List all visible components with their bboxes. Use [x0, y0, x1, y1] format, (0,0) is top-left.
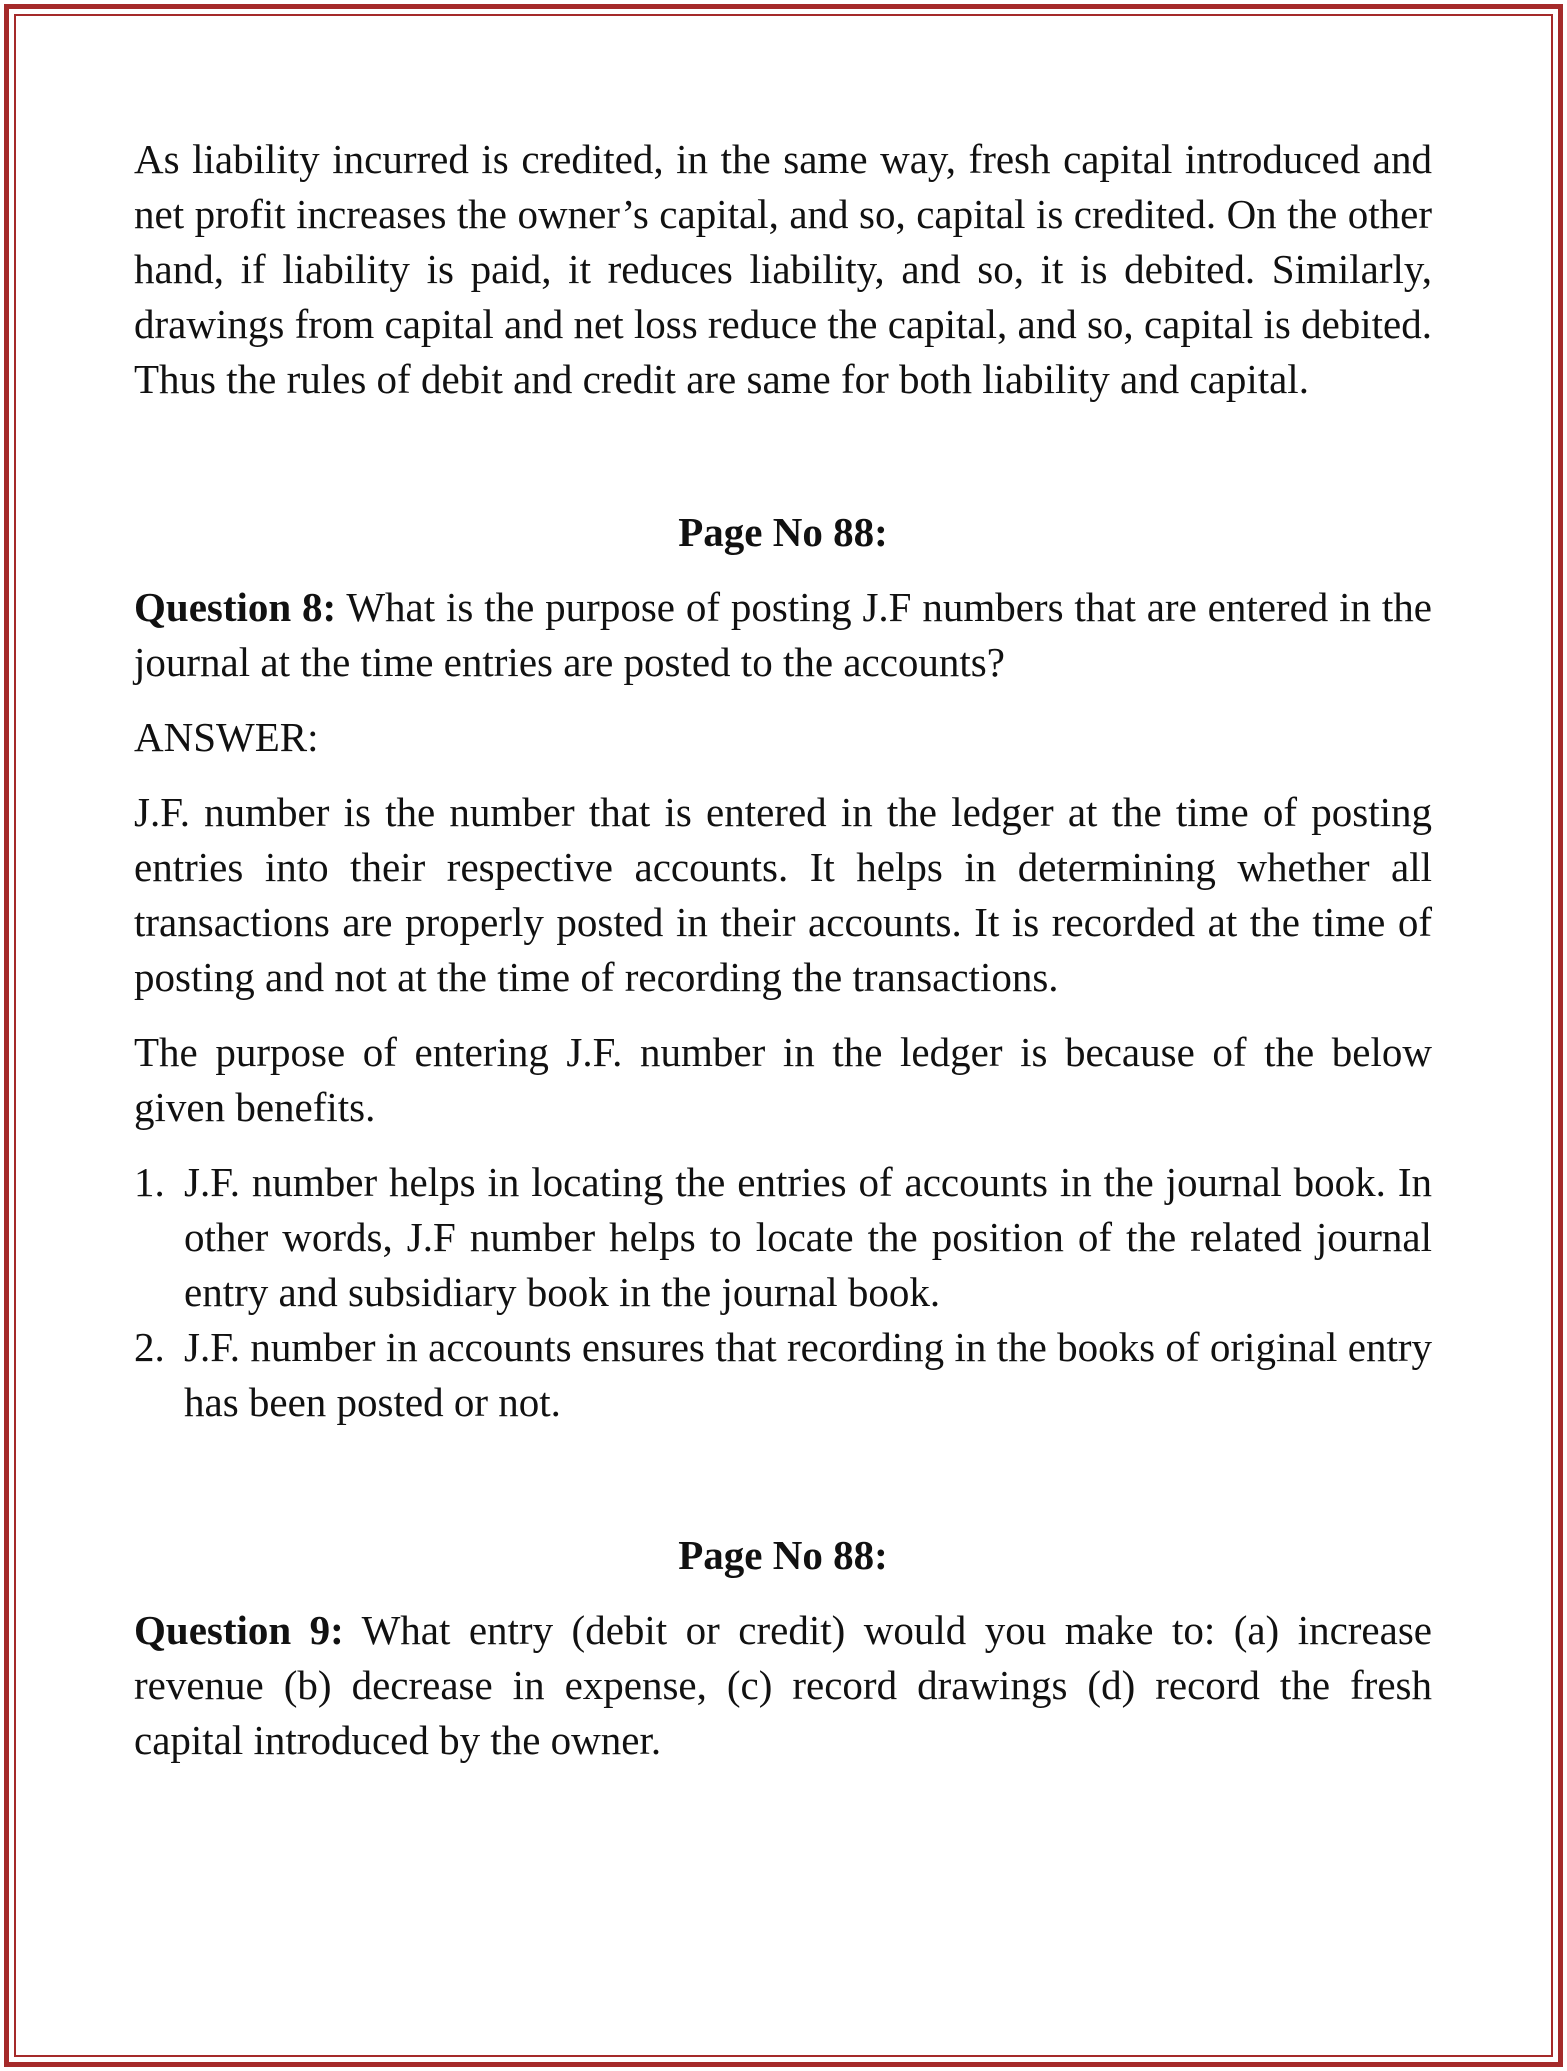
document-page — [134, 132, 1432, 1768]
question-9-text: What entry (debit or credit) would you make to: (a) increase revenue (b) decrease in expense, (c) record drawings (d) record the fresh capital introduced by the owner. — [134, 1607, 1432, 1763]
page-heading-2: Page No 88: — [678, 1532, 888, 1578]
list-item-text: J.F. number in accounts ensures that recording in the books of original entry has been posted or not. — [184, 1324, 1432, 1425]
page-heading-1: Page No 88: — [678, 509, 888, 555]
answer-paragraph-1: J.F. number is the number that is entered in the ledger at the time of posting entries into their respective accounts. It helps in determining whether all transactions are properly posted in their accounts. It is recorded at the time of posting and not at the time of recording the transactions. — [134, 789, 1432, 1000]
list-item — [134, 1155, 1432, 1320]
intro-paragraph: As liability incurred is credited, in the same way, fresh capital introduced and net profit increases the owner’s capital, and so, capital is credited. On the other hand, if liability is paid, it reduces liability, and so, it is debited. Similarly, drawings from capital and net loss reduce the capital, and so, capital is debited. Thus the rules of debit and credit are same for both liability and capital. — [134, 136, 1432, 402]
question-8-text: What is the purpose of posting J.F numbers that are entered in the journal at the time entries are posted to the accounts? — [134, 584, 1432, 685]
list-item-text: J.F. number helps in locating the entries of accounts in the journal book. In other words, J.F number helps to locate the position of the related journal entry and subsidiary book in the journal book. — [184, 1159, 1432, 1315]
benefits-list — [134, 1155, 1432, 1430]
list-item — [134, 1320, 1432, 1430]
list-item-number: 2. — [134, 1324, 165, 1370]
question-9-label: Question 9: — [134, 1607, 344, 1653]
question-8 — [134, 580, 1432, 690]
list-item-number: 1. — [134, 1159, 165, 1205]
answer-label: ANSWER: — [134, 714, 319, 760]
answer-paragraph-2: The purpose of entering J.F. number in the ledger is because of the below given benefits. — [134, 1029, 1432, 1130]
question-8-label: Question 8: — [134, 584, 337, 630]
question-9 — [134, 1603, 1432, 1768]
